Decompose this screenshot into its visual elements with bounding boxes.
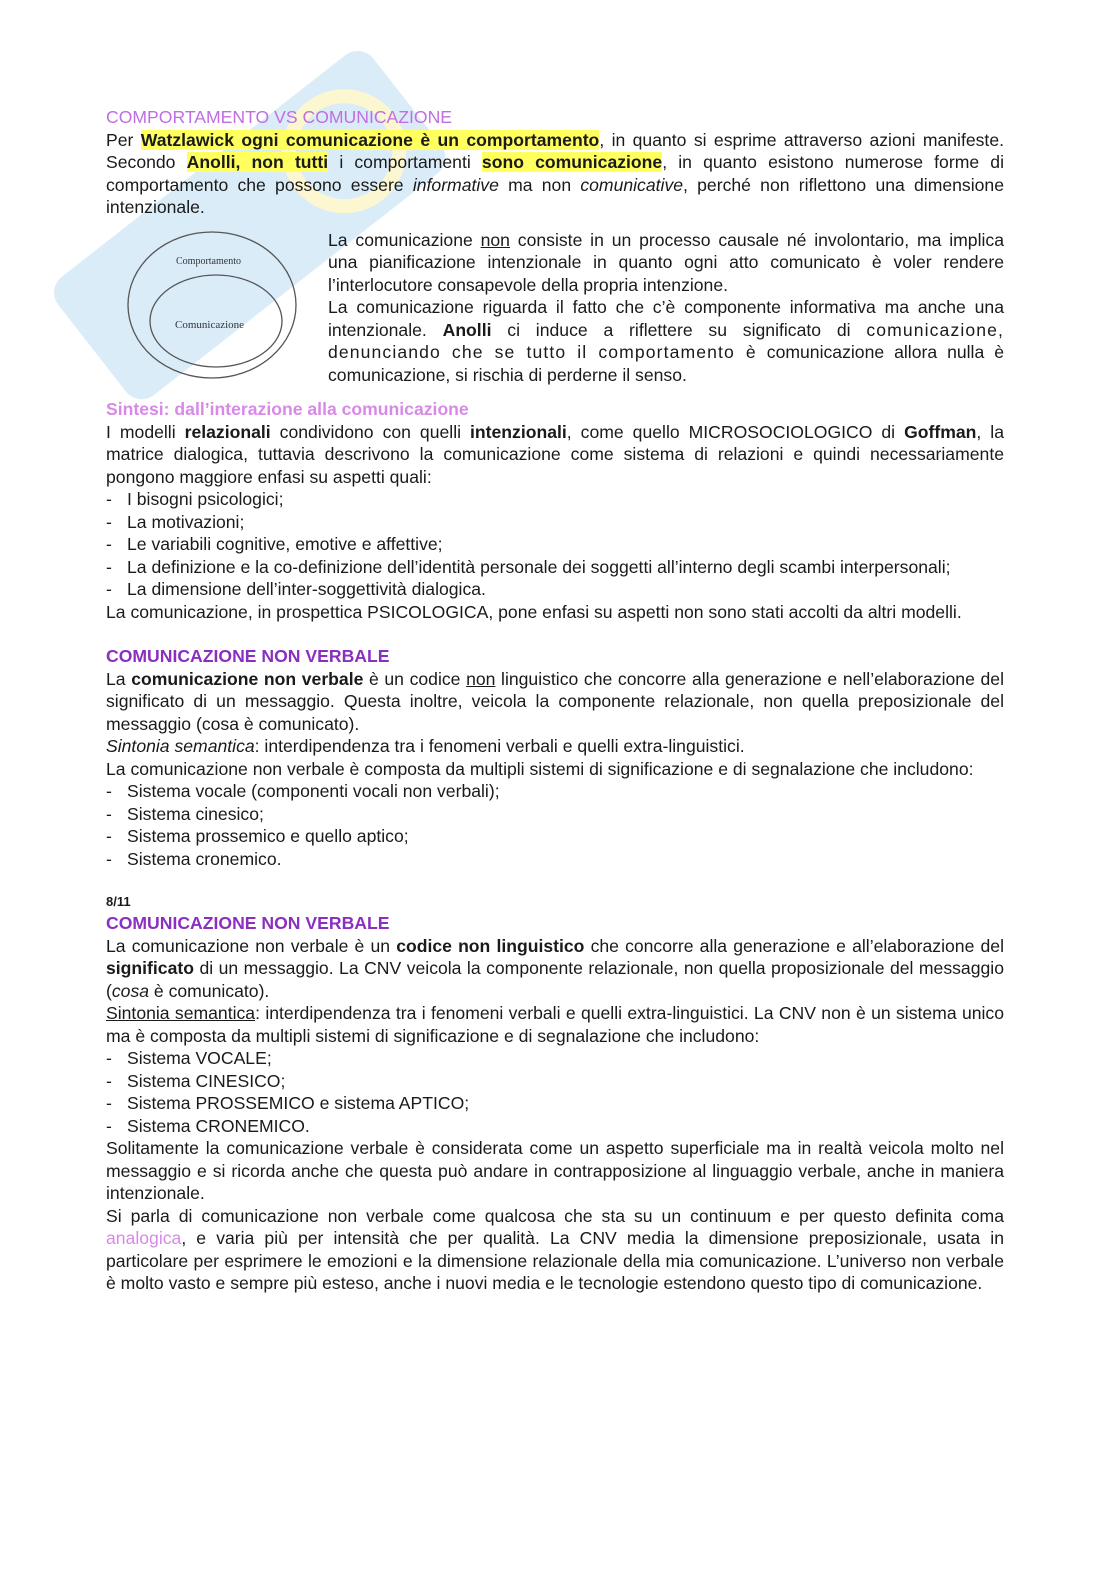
list-item: - I bisogni psicologici; bbox=[106, 488, 1004, 511]
highlight-watzlawick: Watzlawick ogni comunicazione è un comportamento bbox=[140, 129, 600, 150]
list-item: - La definizione e la co-definizione dell’identità personale dei soggetti all’interno degli scambi interpersonali; bbox=[106, 556, 1004, 579]
paragraph-cnv-definizione: La comunicazione non verbale è un codice non linguistico che concorre alla generazione e nell’elaborazione del significato di un messaggio. Questa inoltre, veicola la componente relazionale, non quella preposizionale del messaggio (cosa è comunicato). bbox=[106, 668, 1004, 734]
list-item: - Sistema cronemico. bbox=[106, 848, 1004, 871]
figure-row bbox=[106, 229, 1004, 387]
highlight-sono-comunicazione: sono comunicazione bbox=[481, 152, 663, 172]
list-item: - La dimensione dell’inter-soggettività dialogica. bbox=[106, 578, 1004, 601]
paragraph-sintonia-semantica-2: Sintonia semantica: interdipendenza tra i fenomeni verbali e quelli extra-linguistici. La CNV non è un sistema unico ma è composta da multipli sistemi di significazione e di segnalazione che includono: bbox=[106, 1003, 1005, 1046]
list-item: - Sistema vocale (componenti vocali non verbali); bbox=[106, 780, 1004, 803]
list-item: - Sistema cinesico; bbox=[106, 803, 1004, 826]
paragraph-prospettiva-psicologica: La comunicazione, in prospettica PSICOLOGICA, pone enfasi su aspetti non sono stati accolti da altri modelli. bbox=[106, 601, 962, 622]
heading-sintesi: Sintesi: dall’interazione alla comunicazione bbox=[106, 399, 469, 419]
list-item: - Sistema VOCALE; bbox=[106, 1047, 1004, 1070]
list-item: - La motivazioni; bbox=[106, 511, 1004, 534]
paragraph-processo-causale: La comunicazione non consiste in un processo causale né involontario, ma implica una pianificazione intenzionale in quanto ogni atto comunicato è voler rendere l’interlocutore consapevole della propria intenzione. bbox=[328, 229, 1004, 295]
venn-diagram bbox=[106, 229, 328, 381]
paragraph-sintonia-semantica: Sintonia semantica: interdipendenza tra i fenomeni verbali e quelli extra-linguistici. bbox=[106, 736, 745, 756]
page-number: 8/11 bbox=[106, 894, 131, 909]
list-item: - Sistema CINESICO; bbox=[106, 1070, 1004, 1093]
list-item: - Sistema CRONEMICO. bbox=[106, 1115, 1004, 1138]
list-item: - Sistema PROSSEMICO e sistema APTICO; bbox=[106, 1092, 1004, 1115]
paragraph-analogica: Si parla di comunicazione non verbale come qualcosa che sta su un continuum e per questo definita coma analogica, e varia più per intensità che per qualità. La CNV media la dimensione preposizionale, usata in particolare per esprimere le emozioni e la dimensione relazionale della mia comunicazione. L’universo non verbale è molto vasto e sempre più esteso, anche i nuovi media e le tecnologie estendono questo tipo di comunicazione. bbox=[106, 1205, 1004, 1293]
list-sistemi-2 bbox=[106, 1047, 1004, 1137]
heading-comunicazione-non-verbale: COMUNICAZIONE NON VERBALE bbox=[106, 646, 390, 666]
inner-label: Comunicazione bbox=[175, 318, 245, 331]
highlight-anolli: Anolli, non tutti bbox=[186, 152, 329, 172]
paragraph-watzlawick: Per Watzlawick ogni comunicazione è un comportamento, in quanto si esprime attraverso azioni manifeste. Secondo Anolli, non tutti i comportamenti sono comunicazione, in quanto esistono numerose forme di comportamento che possono essere informative ma non comunicative, perché non riflettono una dimensione intenzionale. bbox=[106, 129, 1004, 217]
paragraph-componente-informativa: La comunicazione riguarda il fatto che c’è componente informativa ma anche una intenzionale. Anolli ci induce a riflettere su significato di comunicazione, denunciando che se tutto il comportamento è comunicazione allora nulla è comunicazione, si rischia di perderne il senso. bbox=[328, 297, 1004, 385]
list-sistemi bbox=[106, 780, 1004, 870]
outer-label: Comportamento bbox=[176, 255, 241, 267]
paragraph-comunicazione-verbale: Solitamente la comunicazione verbale è considerata come un aspetto superficiale ma in realtà veicola molto nel messaggio e si ricorda anche che questa può andare in contrapposizione al linguaggio verbale, anche in maniera intenzionale. bbox=[106, 1138, 1004, 1203]
document-page bbox=[106, 106, 1004, 1295]
highlight-analogica: analogica bbox=[106, 1228, 182, 1248]
paragraph-sistemi: La comunicazione non verbale è composta da multipli sistemi di significazione e di segnalazione che includono: bbox=[106, 758, 974, 779]
list-item: - Le variabili cognitive, emotive e affettive; bbox=[106, 533, 1004, 556]
heading-comunicazione-non-verbale-2: COMUNICAZIONE NON VERBALE bbox=[106, 913, 390, 933]
paragraph-modelli-relazionali: I modelli relazionali condividono con quelli intenzionali, come quello MICROSOCIOLOGICO di Goffman, la matrice dialogica, tuttavia descrivono la comunicazione come sistema di relazioni e quindi necessariamente pongono maggiore enfasi su aspetti quali: bbox=[106, 421, 1004, 487]
paragraph-cnv-codice: La comunicazione non verbale è un codice non linguistico che concorre alla generazione e all’elaborazione del significato di un messaggio. La CNV veicola la componente relazionale, non quella proposizionale del messaggio (cosa è comunicato). bbox=[106, 935, 1004, 1001]
list-item: - Sistema prossemico e quello aptico; bbox=[106, 825, 1004, 848]
list-aspetti bbox=[106, 488, 1004, 601]
heading-comportamento-vs-comunicazione: COMPORTAMENTO VS COMUNICAZIONE bbox=[106, 107, 453, 127]
figure-text bbox=[328, 229, 1004, 387]
